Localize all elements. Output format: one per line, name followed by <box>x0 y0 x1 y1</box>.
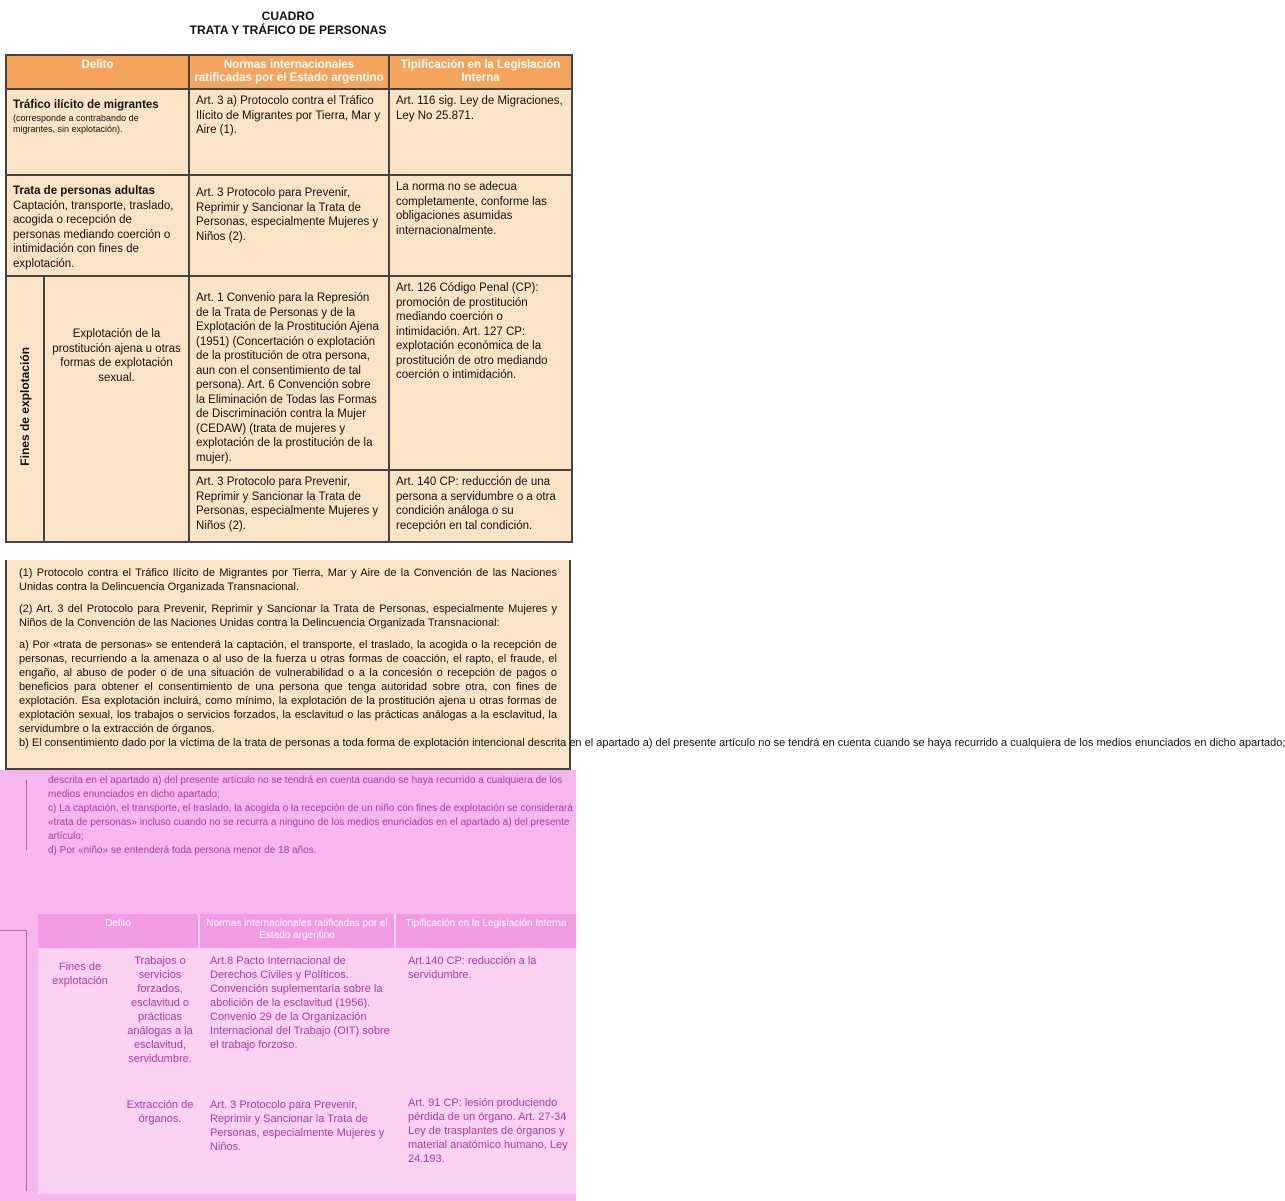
ghost-tip1: Art.140 CP: reducción a la servidumbre. <box>408 955 537 981</box>
cell-subtype <box>44 276 189 542</box>
cell-tipificacion: Art. 116 sig. Ley de Migraciones, Ley No 25.871. <box>389 89 572 175</box>
delito-title: Tráfico ilícito de migrantes <box>13 99 159 111</box>
cell-delito <box>6 89 189 175</box>
header-delito: Delito <box>6 55 189 89</box>
footnote-2b: b) El consentimiento dado por la víctima de la trata de personas a toda forma de explotación intencional descrita en el apartado a) del presente artículo no se tendrá en cuenta cuando se haya recurrido a cualquiera de los medios enunciados en dicho apartado; <box>19 737 1285 749</box>
overlay-region <box>0 770 576 1201</box>
ghost-fines: Fines de explotación <box>52 961 108 987</box>
cell-tipificacion: Art. 126 Código Penal (CP): promoción de prostitución mediando coerción o intimidación. Art. 127 CP: explotación económica de la prostitución de otro mediando coerción o intimidación. <box>389 276 572 470</box>
ghost-norm2: Art. 3 Protocolo para Prevenir, Reprimir y Sancionar la Trata de Personas, especialmente Mujeres y Niños. <box>210 1099 385 1153</box>
ghost-sub1: Trabajos o servicios forzados, esclavitud o prácticas análogas a la esclavitud, servidumbre. <box>127 955 193 1065</box>
cell-normas: Art. 1 Convenio para la Represión de la Trata de Personas y de la Explotación de la Prostitución Ajena (1951) (Concertación o explotación de la prostitución de otra persona, aun con el consentimiento de tal persona). Art. 6 Convención sobre la Eliminación de Todas las Formas de Discriminación contra la Mujer (CEDAW) (trata de mujeres y explotación de la prostitución de la mujer). <box>189 276 389 470</box>
cell-normas: Art. 3 Protocolo para Prevenir, Reprimir y Sancionar la Trata de Personas, especialmente Mujeres y Niños (2). <box>189 470 389 542</box>
ghost-table <box>38 914 576 1194</box>
page-title: CUADRO <box>261 9 315 23</box>
ghost-norm1: Art.8 Pacto Internacional de Derechos Civiles y Políticos. Convención suplementaria sobre la abolición de la esclavitud (1956). Convenio 29 de la Organización Internacional del Trabajo (OIT) sobre el trabajo forzoso. <box>210 955 390 1051</box>
header-normas: Normas internacionales ratificadas por el Estado argentino <box>189 55 389 89</box>
cell-normas: Art. 3 a) Protocolo contra el Tráfico Ilícito de Migrantes por Tierra, Mar y Aire (1). <box>189 89 389 175</box>
ghost-tip2: Art. 91 CP: lesión produciendo pérdida de un órgano. Art. 27-34 Ley de trasplantes de órganos y material anatómico humano, Ley 24.193. <box>408 1097 568 1165</box>
ghost-left-table-edge <box>0 930 27 1191</box>
page-subtitle: TRATA Y TRÁFICO DE PERSONAS <box>189 23 387 37</box>
table-row <box>6 175 572 276</box>
ghost-header-normas: Normas internacionales ratificadas por el Estado argentino <box>200 914 394 948</box>
vertical-label: Fines de explotación <box>17 347 32 467</box>
cell-tipificacion: Art. 140 CP: reducción de una persona a servidumbre o a otra condición análoga o su recepción en tal condición. <box>389 470 572 542</box>
ghost-notes <box>48 774 576 858</box>
footnotes <box>5 560 1285 770</box>
ghost-header-delito: Delito <box>38 914 198 948</box>
cell-delito <box>6 175 189 276</box>
delito-body: Captación, transporte, traslado, acogida o recepción de personas mediando coerción o intimidación con fines de explotación. <box>13 199 174 270</box>
cell-normas: Art. 3 Protocolo para Prevenir, Reprimir y Sancionar la Trata de Personas, especialmente Mujeres y Niños (2). <box>189 175 389 276</box>
ghost-note-d: d) Por «niño» se entenderá toda persona menor de 18 años. <box>48 845 317 856</box>
cell-tipificacion: La norma no se adecua completamente, conforme las obligaciones asumidas internacionalmente. <box>389 175 572 276</box>
ghost-note-b: descrita en el apartado a) del presente artículo no se tendrá en cuenta cuando se haya recurrido a cualquiera de los medios enunciados en dicho apartado; <box>48 775 563 800</box>
table-row <box>6 89 572 175</box>
footnote-2a: a) Por «trata de personas» se entenderá la captación, el transporte, el traslado, la acogida o la recepción de personas, recurriendo a la amenaza o al uso de la fuerza u otras formas de coacción, el rapto, el fraude, el engaño, al abuso de poder o de una situación de vulnerabilidad o a la concesión o recepción de pagos o beneficios para obtener el consentimiento de una persona que tenga autoridad sobre otra, con fines de explotación. Esa explotación incluirá, como mínimo, la explotación de la prostitución ajena u otras formas de explotación sexual, los trabajos o servicios forzados, la esclavitud o las prácticas análogas a la esclavitud, la servidumbre o la extracción de órganos. <box>19 639 557 735</box>
vertical-label-cell <box>6 276 44 542</box>
ghost-header-tipificacion: Tipificación en la Legislación Interna <box>396 914 576 948</box>
ghost-sub2: Extracción de órganos. <box>126 1099 194 1125</box>
ghost-left-column <box>0 780 27 850</box>
table-row <box>6 276 572 470</box>
delito-note: (corresponde a contrabando de migrantes, sin explotación). <box>13 112 139 134</box>
footnote-1: (1) Protocolo contra el Tráfico Ilícito de Migrantes por Tierra, Mar y Aire de la Convención de las Naciones Unidas contra la Delincuencia Organizada Transnacional. <box>19 567 557 593</box>
header-tipificacion: Tipificación en la Legislación Interna <box>389 55 572 89</box>
delito-title: Trata de personas adultas <box>13 185 155 197</box>
table-header-row <box>6 55 572 89</box>
ghost-note-c: c) La captación, el transporte, el traslado, la acogida o la recepción de un niño con fines de explotación se considerará «trata de personas» incluso cuando no se recurra a ninguno de los medios enunciados en el apartado a) del presente artículo; <box>48 803 573 842</box>
footnote-2: (2) Art. 3 del Protocolo para Prevenir, Reprimir y Sancionar la Trata de Personas, especialmente Mujeres y Niños de la Convención de las Naciones Unidas contra la Delincuencia Organizada Transnacional: <box>19 603 557 629</box>
subtype-text: Explotación de la prostitución ajena u otras formas de explotación sexual. <box>52 328 181 384</box>
trata-table <box>5 54 573 543</box>
